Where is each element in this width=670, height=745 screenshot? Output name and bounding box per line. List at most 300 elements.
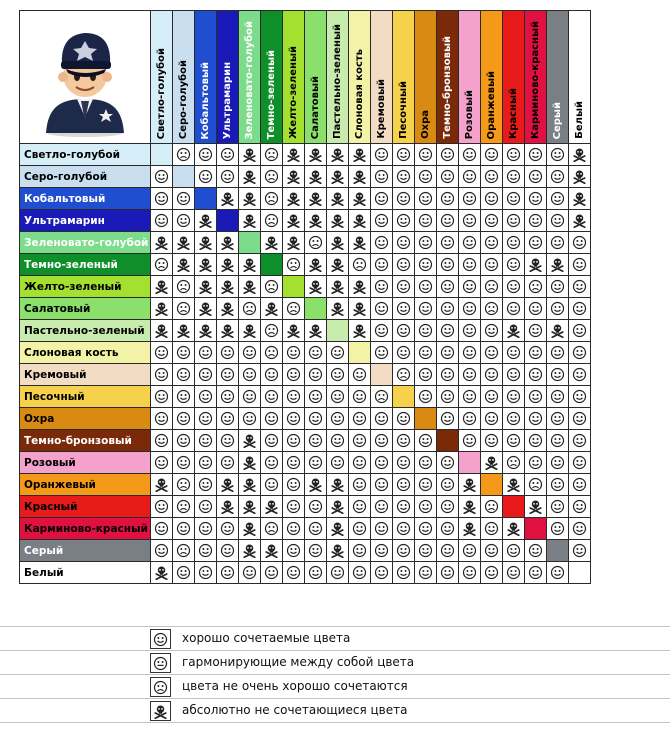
column-header: [173, 11, 195, 144]
happy-face-icon: [264, 389, 279, 404]
skull-crossbones-icon: [242, 257, 257, 272]
diagonal-cell: [283, 276, 305, 298]
happy-face-icon: [264, 565, 279, 580]
sad-face-icon: [176, 279, 191, 294]
compatibility-cell: [415, 232, 437, 254]
happy-face-icon: [484, 345, 499, 360]
happy-face-icon: [440, 345, 455, 360]
happy-face-icon: [550, 301, 565, 316]
happy-face-icon: [528, 147, 543, 162]
legend-text: абсолютно не сочетающиеся цвета: [182, 703, 408, 717]
compatibility-cell: [569, 452, 591, 474]
happy-face-icon: [220, 565, 235, 580]
happy-face-icon: [242, 389, 257, 404]
column-header-label: Охра: [420, 110, 431, 139]
happy-face-icon: [286, 477, 301, 492]
compatibility-cell: [195, 518, 217, 540]
skull-crossbones-icon: [176, 235, 191, 250]
compatibility-cell: [349, 144, 371, 166]
compatibility-cell: [547, 518, 569, 540]
happy-face-icon: [220, 411, 235, 426]
compatibility-cell: [437, 276, 459, 298]
compatibility-cell: [239, 386, 261, 408]
compatibility-cell: [547, 166, 569, 188]
compatibility-cell: [349, 254, 371, 276]
happy-face-icon: [528, 389, 543, 404]
happy-face-icon: [572, 279, 587, 294]
compatibility-cell: [305, 320, 327, 342]
skull-crossbones-icon: [506, 323, 521, 338]
diagonal-cell: [525, 518, 547, 540]
compatibility-cell: [283, 474, 305, 496]
compatibility-cell: [195, 166, 217, 188]
happy-face-icon: [440, 169, 455, 184]
happy-face-icon: [198, 455, 213, 470]
column-header: [547, 11, 569, 144]
happy-face-icon: [330, 411, 345, 426]
table-row: [20, 430, 591, 452]
happy-face-icon: [198, 367, 213, 382]
compatibility-cell: [239, 430, 261, 452]
compatibility-cell: [283, 232, 305, 254]
compatibility-cell: [415, 496, 437, 518]
compatibility-cell: [525, 210, 547, 232]
compatibility-cell: [569, 496, 591, 518]
compatibility-cell: [217, 276, 239, 298]
table-row: [20, 276, 591, 298]
happy-face-icon: [330, 389, 345, 404]
happy-face-icon: [550, 411, 565, 426]
compatibility-cell: [327, 144, 349, 166]
compatibility-cell: [327, 276, 349, 298]
compatibility-cell: [371, 562, 393, 584]
column-header: [415, 11, 437, 144]
happy-face-icon: [506, 433, 521, 448]
happy-face-icon: [396, 213, 411, 228]
compatibility-cell: [173, 144, 195, 166]
compatibility-cell: [459, 254, 481, 276]
compatibility-cell: [371, 386, 393, 408]
happy-face-icon: [374, 521, 389, 536]
happy-face-icon: [572, 301, 587, 316]
happy-face-icon: [572, 477, 587, 492]
happy-face-icon: [220, 367, 235, 382]
compatibility-cell: [569, 474, 591, 496]
compatibility-cell: [261, 474, 283, 496]
compatibility-cell: [481, 540, 503, 562]
compatibility-cell: [305, 276, 327, 298]
row-header: Ультрамарин: [20, 210, 151, 232]
column-header-label: Желто-зеленый: [288, 46, 299, 139]
compatibility-cell: [283, 540, 305, 562]
table-row: [20, 188, 591, 210]
column-header: [283, 11, 305, 144]
compatibility-cell: [305, 518, 327, 540]
happy-face-icon: [396, 279, 411, 294]
happy-face-icon: [528, 433, 543, 448]
compatibility-cell: [503, 166, 525, 188]
happy-face-icon: [352, 543, 367, 558]
compatibility-cell: [393, 166, 415, 188]
compatibility-cell: [481, 188, 503, 210]
compatibility-cell: [569, 320, 591, 342]
happy-face-icon: [572, 499, 587, 514]
happy-face-icon: [528, 169, 543, 184]
compatibility-cell: [547, 232, 569, 254]
compatibility-cell: [503, 408, 525, 430]
happy-face-icon: [484, 235, 499, 250]
happy-face-icon: [572, 411, 587, 426]
happy-face-icon: [462, 279, 477, 294]
skull-crossbones-icon: [242, 323, 257, 338]
happy-face-icon: [176, 389, 191, 404]
compatibility-cell: [151, 210, 173, 232]
skull-crossbones-icon: [352, 169, 367, 184]
table-row: [20, 166, 591, 188]
compatibility-cell: [283, 210, 305, 232]
happy-face-icon: [374, 477, 389, 492]
column-header-label: Кремовый: [376, 79, 387, 139]
row-header: Салатовый: [20, 298, 151, 320]
compatibility-cell: [481, 232, 503, 254]
sad-face-icon: [264, 191, 279, 206]
compatibility-cell: [459, 518, 481, 540]
compatibility-cell: [261, 518, 283, 540]
compatibility-cell: [569, 364, 591, 386]
skull-crossbones-icon: [154, 279, 169, 294]
skull-crossbones-icon: [330, 543, 345, 558]
happy-face-icon: [330, 345, 345, 360]
compatibility-cell: [481, 386, 503, 408]
legend-text: хорошо сочетаемые цвета: [182, 631, 351, 645]
compatibility-cell: [371, 540, 393, 562]
compatibility-cell: [459, 276, 481, 298]
happy-face-icon: [440, 147, 455, 162]
happy-face-icon: [176, 345, 191, 360]
happy-face-icon: [506, 543, 521, 558]
happy-face-icon: [462, 367, 477, 382]
happy-face-icon: [506, 147, 521, 162]
compatibility-cell: [569, 210, 591, 232]
compatibility-cell: [195, 474, 217, 496]
compatibility-cell: [547, 408, 569, 430]
sad-face-icon: [374, 389, 389, 404]
compatibility-cell: [437, 166, 459, 188]
happy-face-icon: [374, 235, 389, 250]
compatibility-cell: [261, 496, 283, 518]
happy-face-icon: [374, 191, 389, 206]
compatibility-cell: [415, 474, 437, 496]
table-row: [20, 320, 591, 342]
compatibility-cell: [261, 320, 283, 342]
compatibility-cell: [393, 562, 415, 584]
skull-crossbones-icon: [242, 213, 257, 228]
column-header-label: Слоновая кость: [354, 49, 365, 139]
skull-crossbones-icon: [308, 323, 323, 338]
compatibility-cell: [459, 298, 481, 320]
compatibility-cell: [525, 276, 547, 298]
compatibility-cell: [327, 210, 349, 232]
column-header: [261, 11, 283, 144]
happy-face-icon: [396, 345, 411, 360]
compatibility-cell: [415, 540, 437, 562]
compatibility-cell: [525, 254, 547, 276]
sad-face-icon: [176, 477, 191, 492]
compatibility-cell: [283, 364, 305, 386]
compatibility-cell: [459, 144, 481, 166]
compatibility-cell: [239, 364, 261, 386]
compatibility-cell: [217, 342, 239, 364]
skull-crossbones-icon: [198, 235, 213, 250]
column-header-label: Карминово-красный: [530, 21, 541, 139]
compatibility-cell: [437, 320, 459, 342]
compatibility-cell: [195, 562, 217, 584]
happy-face-icon: [528, 565, 543, 580]
compatibility-cell: [371, 496, 393, 518]
skull-crossbones-icon: [242, 191, 257, 206]
compatibility-cell: [217, 518, 239, 540]
happy-face-icon: [418, 257, 433, 272]
compatibility-cell: [261, 166, 283, 188]
compatibility-cell: [305, 342, 327, 364]
row-header: Серо-голубой: [20, 166, 151, 188]
compatibility-cell: [349, 232, 371, 254]
happy-face-icon: [154, 389, 169, 404]
compatibility-cell: [415, 562, 437, 584]
compatibility-cell: [239, 254, 261, 276]
happy-face-icon: [374, 301, 389, 316]
happy-face-icon: [550, 367, 565, 382]
happy-face-icon: [308, 565, 323, 580]
compatibility-cell: [261, 408, 283, 430]
compatibility-cell: [327, 562, 349, 584]
compatibility-cell: [305, 210, 327, 232]
compatibility-cell: [481, 518, 503, 540]
compatibility-cell: [261, 452, 283, 474]
happy-face-icon: [462, 301, 477, 316]
compatibility-cell: [547, 342, 569, 364]
happy-face-icon: [440, 301, 455, 316]
sad-face-icon: [528, 477, 543, 492]
compatibility-cell: [503, 386, 525, 408]
skull-crossbones-icon: [154, 323, 169, 338]
compatibility-cell: [261, 276, 283, 298]
table-row: [20, 210, 591, 232]
skull-crossbones-icon: [220, 301, 235, 316]
happy-face-icon: [440, 279, 455, 294]
happy-face-icon: [462, 323, 477, 338]
compatibility-cell: [349, 518, 371, 540]
happy-face-icon: [462, 191, 477, 206]
compatibility-cell: [239, 452, 261, 474]
compatibility-cell: [525, 496, 547, 518]
happy-face-icon: [440, 235, 455, 250]
skull-crossbones-icon: [198, 301, 213, 316]
skull-crossbones-icon: [264, 543, 279, 558]
compatibility-cell: [239, 320, 261, 342]
table-row: [20, 144, 591, 166]
compatibility-cell: [415, 144, 437, 166]
compatibility-cell: [239, 342, 261, 364]
compatibility-cell: [261, 232, 283, 254]
happy-face-icon: [550, 345, 565, 360]
happy-face-icon: [286, 389, 301, 404]
compatibility-cell: [393, 144, 415, 166]
skull-crossbones-icon: [330, 235, 345, 250]
happy-face-icon: [396, 323, 411, 338]
compatibility-cell: [371, 232, 393, 254]
happy-face-icon: [484, 543, 499, 558]
compatibility-cell: [459, 540, 481, 562]
column-header-label: Серо-голубой: [178, 59, 189, 139]
compatibility-cell: [151, 562, 173, 584]
skull-crossbones-icon: [220, 323, 235, 338]
compatibility-cell: [239, 188, 261, 210]
compatibility-cell: [327, 408, 349, 430]
happy-face-icon: [462, 235, 477, 250]
skull-crossbones-icon: [352, 191, 367, 206]
happy-face-icon: [440, 411, 455, 426]
column-header-label: Розовый: [464, 89, 475, 139]
compatibility-cell: [569, 144, 591, 166]
table-row: [20, 496, 591, 518]
compatibility-cell: [305, 166, 327, 188]
column-header: [569, 11, 591, 144]
sad-face-icon: [352, 257, 367, 272]
happy-face-icon: [418, 521, 433, 536]
happy-face-icon: [198, 477, 213, 492]
compatibility-cell: [569, 276, 591, 298]
skull-crossbones-icon: [198, 323, 213, 338]
happy-face-icon: [572, 323, 587, 338]
sad-face-icon: [176, 499, 191, 514]
compatibility-cell: [547, 474, 569, 496]
happy-face-icon: [506, 345, 521, 360]
compatibility-cell: [349, 364, 371, 386]
sad-face-icon: [484, 301, 499, 316]
happy-face-icon: [506, 213, 521, 228]
compatibility-cell: [437, 188, 459, 210]
happy-face-icon: [396, 301, 411, 316]
table-row: [20, 452, 591, 474]
skull-crossbones-icon: [330, 169, 345, 184]
legend-item: [0, 699, 670, 723]
happy-face-icon: [396, 433, 411, 448]
skull-crossbones-icon: [308, 257, 323, 272]
compatibility-cell: [481, 210, 503, 232]
compatibility-cell: [371, 408, 393, 430]
compatibility-cell: [195, 540, 217, 562]
diagonal-cell: [481, 474, 503, 496]
happy-face-icon: [374, 345, 389, 360]
column-header: [305, 11, 327, 144]
compatibility-cell: [217, 188, 239, 210]
row-header: Светло-голубой: [20, 144, 151, 166]
sad-face-icon: [484, 499, 499, 514]
compatibility-cell: [437, 254, 459, 276]
skull-crossbones-icon: [264, 499, 279, 514]
compatibility-cell: [151, 254, 173, 276]
compatibility-cell: [151, 430, 173, 452]
skull-crossbones-icon: [220, 279, 235, 294]
column-header: [503, 11, 525, 144]
compatibility-cell: [393, 298, 415, 320]
happy-face-icon: [286, 543, 301, 558]
compatibility-cell: [503, 342, 525, 364]
compatibility-cell: [371, 166, 393, 188]
happy-face-icon: [308, 411, 323, 426]
legend-icon-box: [150, 653, 171, 673]
compatibility-cell: [151, 386, 173, 408]
skull-crossbones-icon: [198, 279, 213, 294]
diagonal-cell: [327, 320, 349, 342]
column-header: [151, 11, 173, 144]
compatibility-cell: [349, 430, 371, 452]
compatibility-cell: [217, 562, 239, 584]
happy-face-icon: [418, 147, 433, 162]
compatibility-cell: [151, 342, 173, 364]
happy-face-icon: [550, 235, 565, 250]
happy-face-icon: [396, 169, 411, 184]
compatibility-cell: [547, 320, 569, 342]
compatibility-cell: [283, 144, 305, 166]
column-header: [195, 11, 217, 144]
legend-item: [0, 651, 670, 675]
compatibility-cell: [437, 496, 459, 518]
compatibility-cell: [393, 408, 415, 430]
skull-crossbones-icon: [242, 477, 257, 492]
skull-crossbones-icon: [330, 477, 345, 492]
compatibility-cell: [217, 298, 239, 320]
compatibility-cell: [261, 210, 283, 232]
compatibility-cell: [195, 144, 217, 166]
happy-face-icon: [352, 433, 367, 448]
happy-face-icon: [572, 345, 587, 360]
happy-face-icon: [264, 455, 279, 470]
compatibility-cell: [217, 496, 239, 518]
sad-face-icon: [264, 213, 279, 228]
compatibility-cell: [239, 210, 261, 232]
compatibility-cell: [195, 452, 217, 474]
happy-face-icon: [264, 433, 279, 448]
happy-face-icon: [550, 213, 565, 228]
happy-face-icon: [154, 521, 169, 536]
happy-face-icon: [352, 521, 367, 536]
skull-crossbones-icon: [352, 279, 367, 294]
compatibility-cell: [569, 254, 591, 276]
diagonal-cell: [503, 496, 525, 518]
happy-face-icon: [242, 367, 257, 382]
compatibility-cell: [173, 188, 195, 210]
column-header: [371, 11, 393, 144]
compatibility-cell: [239, 562, 261, 584]
compatibility-cell: [327, 430, 349, 452]
compatibility-cell: [173, 540, 195, 562]
skull-crossbones-icon: [484, 455, 499, 470]
happy-face-icon: [330, 367, 345, 382]
compatibility-cell: [327, 452, 349, 474]
compatibility-cell: [371, 144, 393, 166]
happy-face-icon: [418, 191, 433, 206]
compatibility-cell: [195, 430, 217, 452]
compatibility-cell: [371, 342, 393, 364]
happy-face-icon: [374, 499, 389, 514]
happy-face-icon: [374, 147, 389, 162]
compatibility-cell: [151, 474, 173, 496]
happy-face-icon: [286, 521, 301, 536]
table-row: [20, 518, 591, 540]
happy-face-icon: [176, 213, 191, 228]
